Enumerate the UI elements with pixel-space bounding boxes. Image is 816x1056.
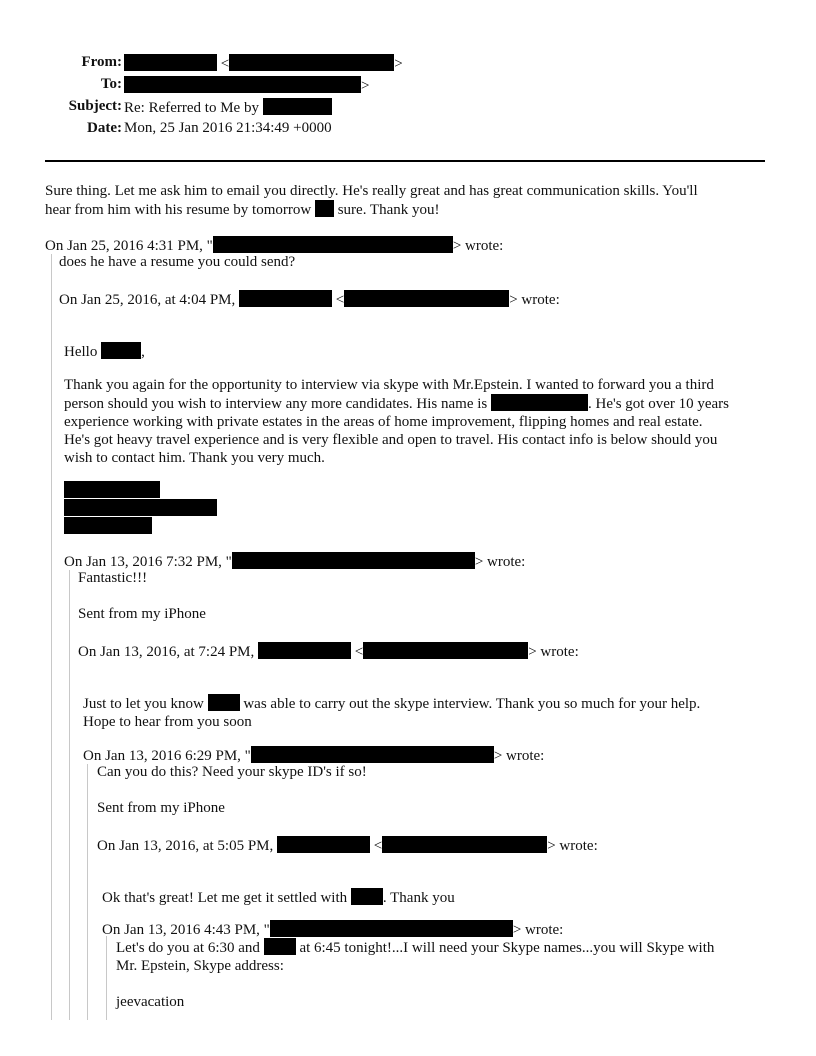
redaction <box>64 481 160 498</box>
date-value: Mon, 25 Jan 2016 21:34:49 +0000 <box>124 120 332 136</box>
settle-line: Ok that's great! Let me get it settled with . Thank you <box>102 890 455 906</box>
redaction <box>258 642 351 659</box>
redaction <box>64 499 217 516</box>
redaction <box>101 342 141 359</box>
redaction <box>270 920 513 937</box>
redaction <box>263 98 332 115</box>
reply-paragraph: Sure thing. Let me ask him to email you directly. He's really great and has great communication skills. You'll hear from him with his resume by tomorrow sure. Thank you! <box>45 183 698 218</box>
header-divider <box>45 160 765 162</box>
quote-bar-2 <box>69 570 70 1020</box>
redaction <box>363 642 528 659</box>
quote-attribution: On Jan 13, 2016, at 5:05 PM, < > wrote: <box>97 838 598 854</box>
quote-text: Fantastic!!! <box>78 570 148 586</box>
redaction <box>64 517 152 534</box>
redaction <box>382 836 547 853</box>
date-label: Date: <box>87 120 122 136</box>
quote-text: Sent from my iPhone <box>97 800 225 816</box>
quote-text: does he have a resume you could send? <box>59 254 296 270</box>
redaction <box>213 236 453 253</box>
redaction <box>264 938 296 955</box>
quote-attribution: On Jan 13, 2016 7:32 PM, " > wrote: <box>64 554 526 570</box>
quote-attribution: On Jan 25, 2016 4:31 PM, " > wrote: <box>45 238 504 254</box>
redaction <box>251 746 494 763</box>
redaction <box>351 888 383 905</box>
redaction <box>229 54 394 71</box>
redaction <box>124 54 217 71</box>
final-paragraph: Let's do you at 6:30 and at 6:45 tonight!...I will need your Skype names...you will Skype with Mr. Epstein, Skype address: jeevacation <box>116 940 715 1010</box>
quote-text: Sent from my iPhone <box>78 606 206 622</box>
redaction <box>491 394 588 411</box>
quote-attribution: On Jan 13, 2016, at 7:24 PM, < > wrote: <box>78 644 579 660</box>
quote-attribution: On Jan 25, 2016, at 4:04 PM, < > wrote: <box>59 292 560 308</box>
quote-bar-1 <box>51 254 52 1020</box>
thanks-paragraph: Thank you again for the opportunity to interview via skype with Mr.Epstein. I wanted to forward you a third person should you wish to interview any more candidates. His name is . He's got over 10 years experience working with private estates in the areas of home improvement, flipping homes and real estate. He's got heavy travel experience and is very flexible and open to travel. His contact info is below should you wish to contact him. Thank you very much. <box>64 377 730 466</box>
subject-value: Re: Referred to Me by <box>124 98 332 117</box>
quote-text: Can you do this? Need your skype ID's if so! <box>97 764 367 780</box>
skype-paragraph: Just to let you know was able to carry out the skype interview. Thank you so much for your help. Hope to hear from you soon <box>83 696 701 730</box>
to-value: > <box>124 76 369 95</box>
from-label: From: <box>81 54 122 70</box>
greeting: Hello , <box>64 344 145 360</box>
redaction <box>124 76 361 93</box>
quote-bar-4 <box>106 936 107 1020</box>
redaction <box>344 290 509 307</box>
redaction <box>315 200 334 217</box>
redaction <box>208 694 240 711</box>
quote-attribution: On Jan 13, 2016 4:43 PM, " > wrote: <box>102 922 564 938</box>
subject-label: Subject: <box>68 98 122 114</box>
redaction <box>239 290 332 307</box>
quote-attribution: On Jan 13, 2016 6:29 PM, " > wrote: <box>83 748 545 764</box>
redaction <box>232 552 475 569</box>
redaction <box>277 836 370 853</box>
to-label: To: <box>100 76 122 92</box>
quote-bar-3 <box>87 764 88 1020</box>
from-value: < > <box>124 54 403 73</box>
